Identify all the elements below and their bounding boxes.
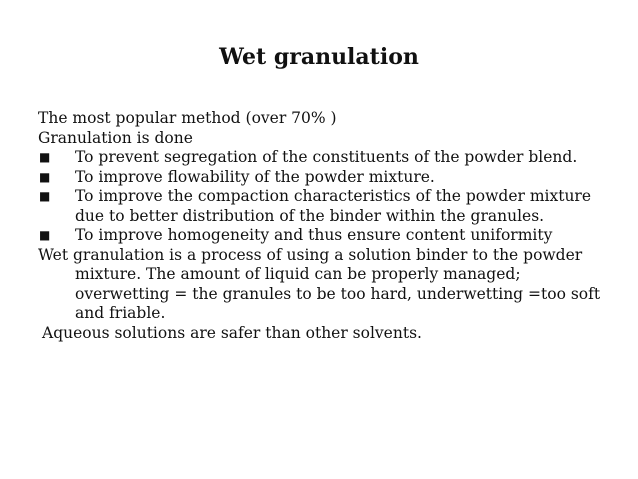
bullet-text: To improve flowability of the powder mixture. <box>75 167 435 186</box>
bullet-square-icon: ■ <box>39 189 51 203</box>
slide-body <box>38 109 608 343</box>
bullet-square-icon: ■ <box>39 169 51 184</box>
closing-line: Aqueous solutions are safer than other solvents. <box>42 323 422 342</box>
bullet-item-segregation <box>38 148 608 168</box>
wet-granulation-paragraph: Wet granulation is a process of using a solution binder to the powder mixture. The amount of liquid can be properly managed; overwetting = the granules to be too hard, underwetting =too soft and friable. <box>38 245 601 322</box>
bullet-item-flowability <box>38 168 608 188</box>
bullet-text: To improve homogeneity and thus ensure content uniformity <box>75 226 553 244</box>
intro-line-granulation-done: Granulation is done <box>38 128 193 147</box>
bullet-square-icon: ■ <box>39 150 51 164</box>
bullet-text: To prevent segregation of the constituents of the powder blend. <box>75 148 578 166</box>
bullet-text: To improve the compaction characteristics of the powder mixture due to better distribution of the binder within the granules. <box>75 187 592 225</box>
bullet-item-compaction <box>38 187 608 226</box>
slide-title: Wet granulation <box>219 44 419 70</box>
bullet-square-icon: ■ <box>39 228 51 242</box>
bullet-item-homogeneity <box>38 226 608 246</box>
intro-line-popular-method: The most popular method (over 70% ) <box>38 109 337 127</box>
